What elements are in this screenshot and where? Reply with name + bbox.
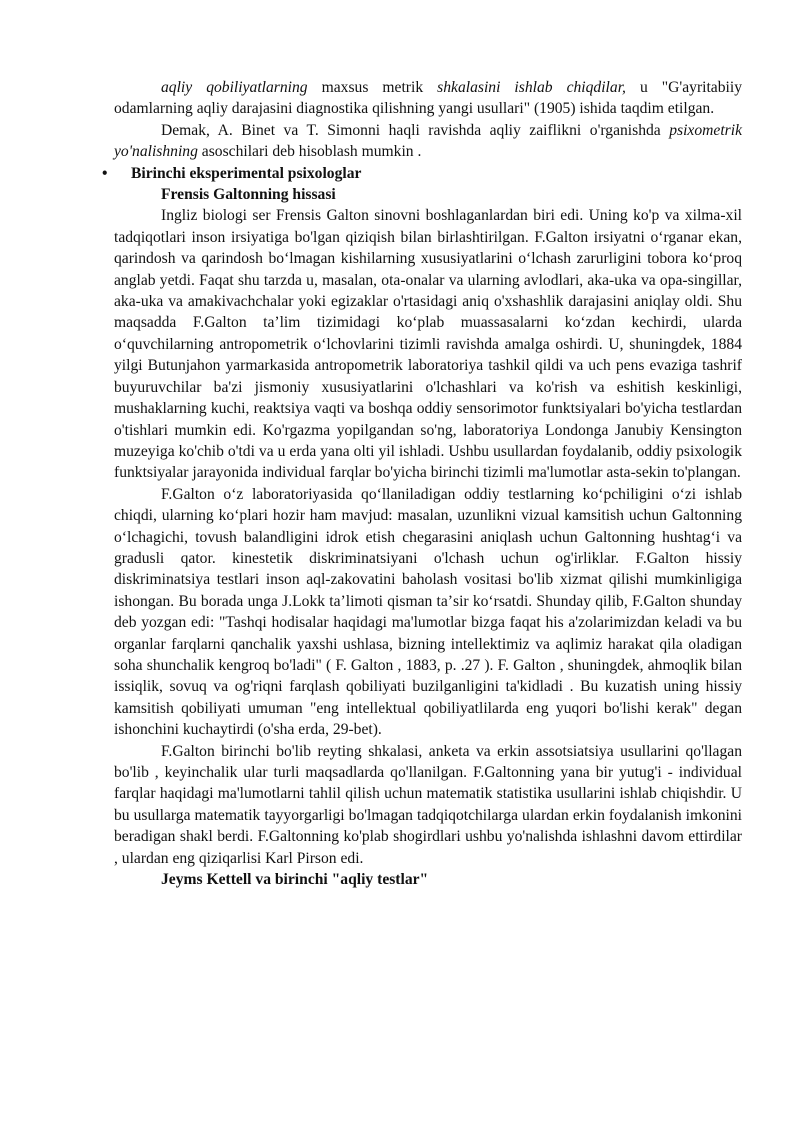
paragraph-galton-1: Ingliz biologi ser Frensis Galton sinovni boshlaganlardan biri edi. Uning ko'p va xilma-xil tadqiqotlari inson irsiyatiga bo'lgan qiziqish bilan birlashtirilgan. F.Galton irsiyatni oʻrganar ekan, qarindosh va qarindosh boʻlmagan kishilarning xususiyatlarini oʻlchash zarurligini tobora koʻproq anglab yetdi. Faqat shu tarzda u, masalan, ota-onalar va ularning avlodlari, aka-uka va opa-singillar, aka-uka va amakivachchalar yoki egizaklar o'rtasidagi aniq o'xshashlik darajasini aniqlay oldi. Shu maqsadda F.Galton taʼlim tizimidagi koʻplab muassasalarni koʻzdan kechirdi, ularda oʻquvchilarning antropometrik oʻlchovlarini tizimli ravishda amalga oshirdi. U, shuningdek, 1884 yilgi Butunjahon yarmarkasida antropometrik laboratoriya tashkil qildi va uch pens evaziga tashrif buyuruvchilar ba'zi jismoniy xususiyatlarini o'lchashlari va ko'rish va eshitish keskinligi, mushaklarning kuchi, reaktsiya vaqti va boshqa oddiy sensorimotor funktsiyalari bo'yicha testlardan o'tishlari mumkin edi. Ko'rgazma yopilgandan so'ng, laboratoriya Londonga Janubiy Kensington muzeyiga ko'chib o'tdi va u erda yana olti yil ishladi. Ushbu usullardan foydalanib, oddiy psixologik funktsiyalar jarayonida individual farqlar bo'yicha birinchi tizimli ma'lumotlar asta-sekin to'plangan. (114, 207, 742, 482)
bullet-icon: • (102, 164, 108, 182)
subheading-galton: Frensis Galtonning hissasi (161, 186, 336, 204)
paragraph-galton-2: F.Galton oʻz laboratoriyasida qoʻllaniladigan oddiy testlarning koʻpchiligini oʻzi ishlab chiqdi, ularning koʻplari hozir ham mavjud: masalan, uzunlikni vizual kamsitish uchun Galtonning oʻlchagichi, tovush balandligini idrok etish chegarasini aniqlash uchun Galtonning hushtagʻi va gradusli qator. kinestetik diskriminatsiyani o'lchash uchun og'irliklar. F.Galton hissiy diskriminatsiya testlari inson aql-zakovatini baholash vositasi bo'lib xizmat qilishi mumkinligiga ishongan. Bu borada unga J.Lokk taʼlimoti qisman taʼsir koʻrsatdi. Shunday qilib, F.Galton shunday deb yozgan edi: "Tashqi hodisalar haqidagi ma'lumotlar bizga faqat his a'zolarimizdan keladi va bu organlar farqlarni qanchalik yaxshi ushlasa, bizning intellektimiz va aqlimiz harakat qila oladigan soha shunchalik kengroq bo'ladi" ( F. Galton , 1883, p. .27 ). F. Galton , shuningdek, ahmoqlik bilan issiqlik, sovuq va og'riqni farqlash qobiliyati buzilganligini ta'kidladi . Bu kuzatish uning hissiy kamsitish qobiliyati umuman "eng intellektual qobiliyatlilarda eng yuqori bo'lishi kerak" degan ishonchini kuchaytirdi (o'sha erda, 29-bet). (114, 485, 742, 739)
text-span: Demak, A. Binet va T. Simonni haqli ravishda aqliy zaiflikni o'rganishda (161, 121, 670, 139)
italic-term: shkalasini ishlab chiqdilar, (437, 79, 626, 96)
text-span: maxsus metrik (307, 79, 438, 96)
paragraph-galton-3: F.Galton birinchi bo'lib reyting shkalasi, anketa va erkin assotsiatsiya usullarini qo'llagan bo'lib , keyinchalik ular turli maqsadlarda qo'llanilgan. F.Galtonning yana bir yutug'i - individual farqlar haqidagi ma'lumotlarni tahlil qilish uchun matematik statistika usullarini ishlab chiqishdir. U bu usullarga matematik tayyorgarligi bo'lmagan tadqiqotchilarga ulardan erkin foydalanish imkonini beradigan shakl berdi. F.Galtonning ko'plab shogirdlari ushbu yo'nalishda ishlashni davom ettirdilar , ulardan eng qiziqarlisi Karl Pirson edi. (114, 742, 742, 867)
subheading-kettell: Jeyms Kettell va birinchi "aqliy testlar" (161, 871, 429, 889)
page-content (102, 77, 742, 890)
bullet-heading (102, 163, 742, 184)
paragraph-intro (114, 77, 742, 120)
text-span: asoschilari deb hisoblash mumkin . (197, 143, 422, 161)
italic-term: aqliy qobiliyatlarning (161, 79, 308, 96)
text-span: u "G'ayritabiiy odamlarning aqliy darajasini diagnostika qilishning yangi usullari" (1905) ishida taqdim etilgan. (114, 79, 742, 118)
paragraph-binet (114, 120, 742, 163)
italic-term: psixometrik yo'nalishning (114, 121, 742, 161)
section-heading: Birinchi eksperimental psixologlar (131, 164, 362, 182)
